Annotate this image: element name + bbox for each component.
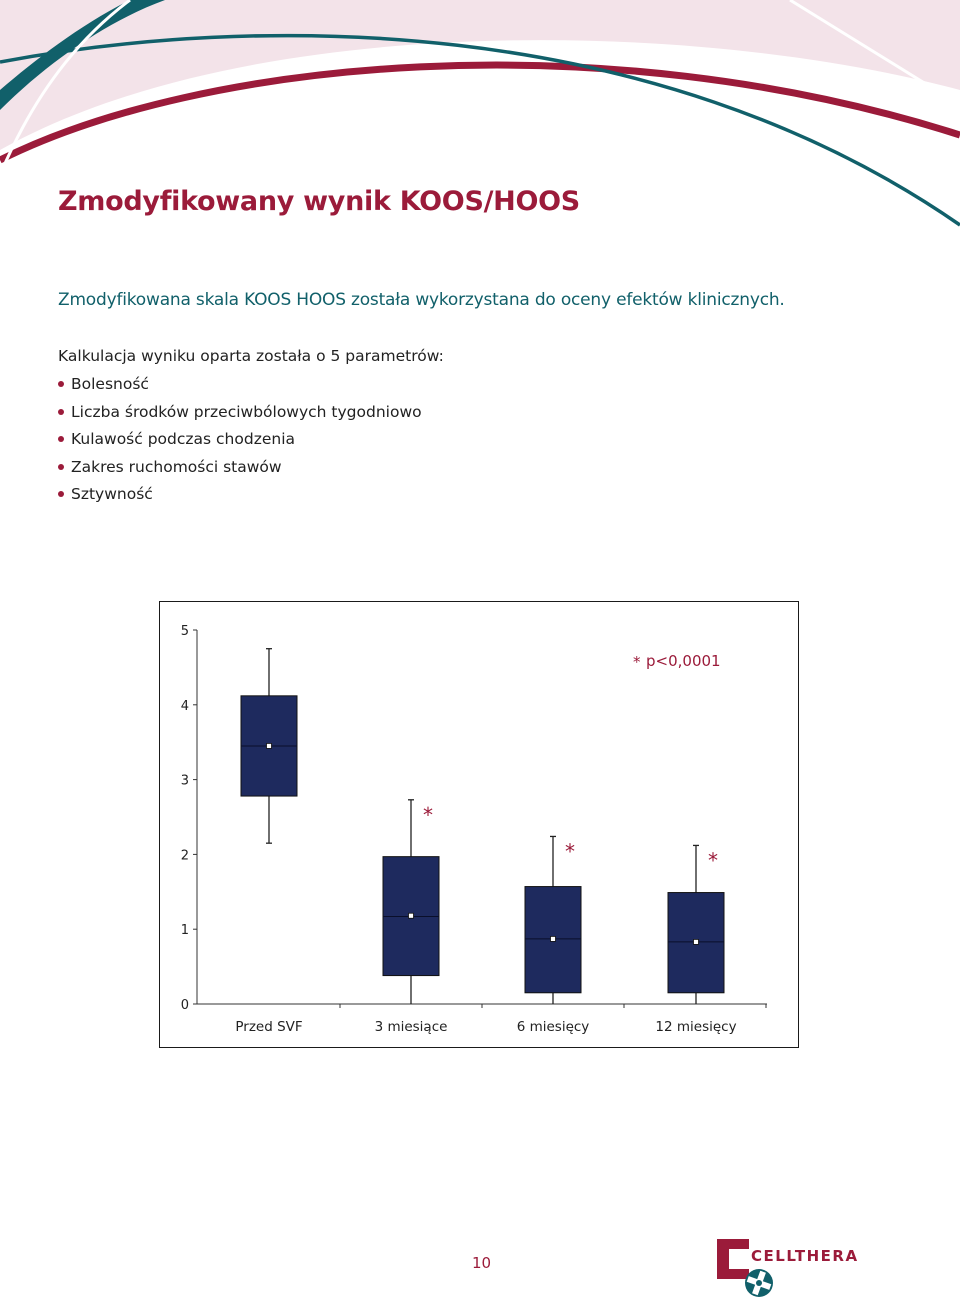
annotation-label: p<0,0001 [646,652,721,670]
list-item-label: Liczba środków przeciwbólowych tygodniowo [71,402,422,421]
page-title: Zmodyfikowany wynik KOOS/HOOS [58,186,580,217]
mean-marker [551,936,556,941]
parameters-intro: Kalkulacja wyniku oparta została o 5 parametrów: [58,347,444,365]
y-tick-label: 3 [180,773,189,789]
mean-marker [694,939,699,944]
bullet-icon [58,491,64,497]
list-item [58,401,422,429]
header-decoration [0,0,960,270]
list-item-label: Bolesność [71,375,149,393]
y-tick-label: 0 [180,998,189,1013]
logo-block [729,1249,751,1269]
header-pink-band [0,0,960,150]
significance-asterisk: * [423,802,433,827]
list-item-label: Zakres ruchomości stawów [71,457,282,476]
x-category-label: 12 miesięcy [655,1019,737,1035]
y-tick-label: 1 [180,923,189,939]
x-category-label: 3 miesiące [374,1019,448,1035]
bullet-icon [58,381,64,387]
list-item [58,428,422,456]
x-category-label: 6 miesięcy [516,1019,590,1035]
page-subtitle: Zmodyfikowana skala KOOS HOOS została wykorzystana do oceny efektów klinicznych. [58,290,785,310]
y-tick-label: 4 [180,698,189,714]
bullet-icon [58,464,64,470]
y-tick-label: 2 [180,848,189,864]
annotation-asterisk: * [633,653,641,671]
list-item [58,456,422,484]
list-item [58,483,422,511]
x-category-label: Przed SVF [235,1019,303,1035]
list-item [58,373,422,401]
cellthera-logo [715,1235,865,1301]
bullet-icon [58,409,64,415]
boxplot-chart [159,601,799,1048]
page-number: 10 [472,1254,492,1272]
parameters-list [58,373,422,511]
mean-marker [267,743,272,748]
mean-marker [409,913,414,918]
significance-asterisk: * [565,839,575,864]
list-item-label: Kulawość podczas chodzenia [71,430,295,448]
logo-wordmark: CELLTHERA [751,1247,859,1265]
list-item-label: Sztywność [71,485,153,503]
bullet-icon [58,436,64,442]
significance-asterisk: * [708,848,718,873]
y-tick-label: 5 [180,624,189,639]
